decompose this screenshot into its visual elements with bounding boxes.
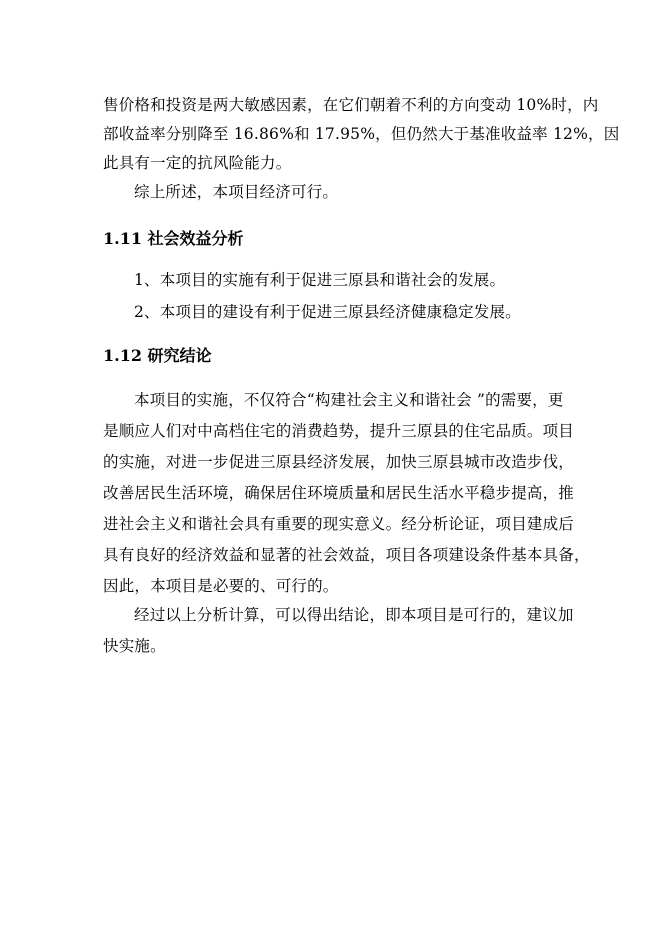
list-item: 2、本项目的建设有利于促进三原县经济健康稳定发展。 — [134, 303, 521, 321]
paragraph-line: 经过以上分析计算，可以得出结论，即本项目是可行的，建议加 — [134, 606, 574, 624]
paragraph-line: 快实施。 — [103, 637, 166, 655]
section-heading-1-11: 1.11 社会效益分析 — [103, 229, 244, 248]
paragraph-line: 售价格和投资是两大敏感因素，在它们朝着不利的方向变动 10%时，内 — [103, 96, 599, 114]
paragraph-line: 本项目的实施，不仅符合“构建社会主义和谐社会 ”的需要，更 — [134, 391, 564, 409]
paragraph-line: 因此，本项目是必要的、可行的。 — [103, 577, 339, 595]
paragraph-line: 是顺应人们对中高档住宅的消费趋势，提升三原县的住宅品质。项目 — [103, 422, 575, 440]
paragraph-line: 此具有一定的抗风险能力。 — [103, 154, 292, 172]
list-item: 1、本项目的实施有利于促进三原县和谐社会的发展。 — [134, 271, 506, 289]
paragraph-line: 改善居民生活环境，确保居住环境质量和居民生活水平稳步提高，推 — [103, 484, 575, 502]
paragraph-line: 的实施，对进一步促进三原县经济发展，加快三原县城市改造步伐， — [103, 453, 575, 471]
paragraph-line: 部收益率分别降至 16.86%和 17.95%，但仍然大于基准收益率 12%，因 — [103, 125, 620, 143]
section-heading-1-12: 1.12 研究结论 — [103, 346, 212, 365]
paragraph-line: 具有良好的经济效益和显著的社会效益，项目各项建设条件基本具备， — [103, 546, 590, 564]
conclusion-sentence: 综上所述，本项目经济可行。 — [134, 183, 339, 201]
paragraph-line: 进社会主义和谐社会具有重要的现实意义。经分析论证，项目建成后 — [103, 515, 575, 533]
